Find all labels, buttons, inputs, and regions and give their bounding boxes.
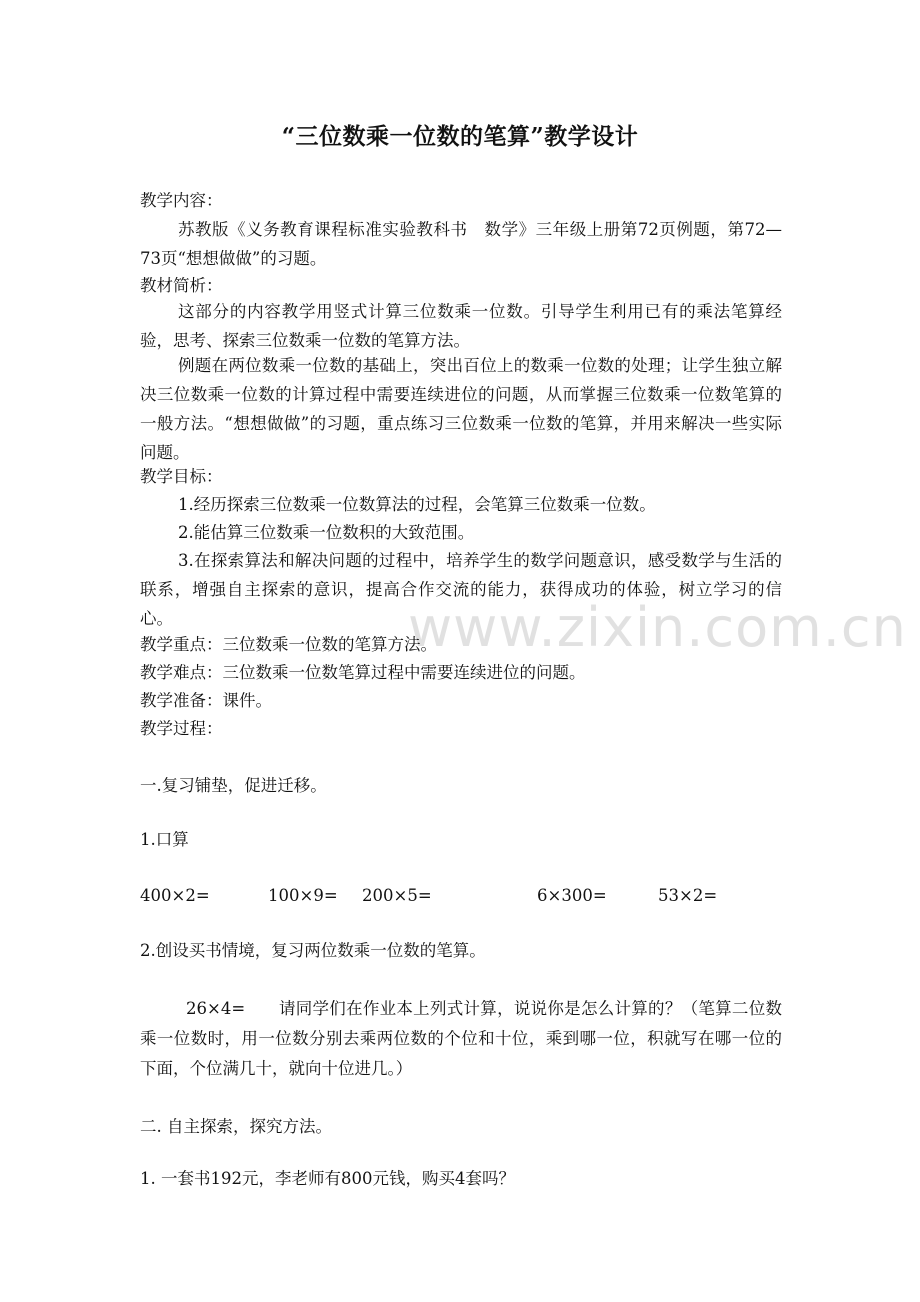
watermark: www.zixin.com.cn	[408, 596, 907, 659]
analysis-paragraph-2: 例题在两位数乘一位数的基础上，突出百位上的数乘一位数的处理；让学生独立解决三位数乘一位数的计算过程中需要连续进位的问题，从而掌握三位数乘一位数笔算的一般方法。“想想做做”的习题，重点练习三位数乘一位数的笔算，并用来解决一些实际问题。	[140, 356, 782, 462]
page-title: “三位数乘一位数的笔算”教学设计	[281, 123, 639, 150]
content-text: 苏教版《义务教育课程标准实验教科书 数学》三年级上册第72页例题，第72—73页“想想做做”的习题。	[140, 220, 782, 268]
oral-calc-item: 53×2=	[658, 886, 718, 905]
step-2: 2.创设买书情境，复习两位数乘一位数的笔算。	[140, 941, 486, 960]
goal-3: 3.在探索算法和解决问题的过程中，培养学生的数学问题意识，感受数学与生活的联系，增强自主探索的意识，提高合作交流的能力，获得成功的体验，树立学习的信心。	[140, 551, 782, 628]
step-2-detail: 26×4= 请同学们在作业本上列式计算，说说你是怎么计算的？（笔算二位数乘一位数时，用一位数分别去乘两位数的个位和十位，乘到哪一位，积就写在哪一位的下面，个位满几十，就向十位进几。）	[140, 999, 782, 1078]
goal-1: 1.经历探索三位数乘一位数算法的过程，会笔算三位数乘一位数。	[178, 495, 656, 514]
oral-calc-item: 200×5=	[362, 886, 432, 905]
preparation: 教学准备：课件。	[140, 691, 272, 710]
oral-calc-item: 400×2=	[140, 886, 210, 905]
oral-calc-item: 100×9=	[268, 886, 338, 905]
oral-calc-label: 1.口算	[140, 830, 189, 849]
analysis-label: 教材简析：	[140, 276, 223, 295]
key-point: 教学重点：三位数乘一位数的笔算方法。	[140, 635, 437, 654]
problem-1: 1. 一套书192元，李老师有800元钱，购买4套吗？	[140, 1169, 515, 1188]
goals-label: 教学目标：	[140, 467, 223, 486]
analysis-paragraph-1: 这部分的内容教学用竖式计算三位数乘一位数。引导学生利用已有的乘法笔算经验，思考、探索三位数乘一位数的笔算方法。	[140, 302, 782, 350]
part2-heading: 二. 自主探索，探究方法。	[140, 1117, 332, 1136]
oral-calc-item: 6×300=	[537, 886, 607, 905]
process-label: 教学过程：	[140, 719, 223, 738]
difficulty: 教学难点：三位数乘一位数笔算过程中需要连续进位的问题。	[140, 663, 586, 682]
part1-heading: 一.复习铺垫，促进迁移。	[140, 776, 327, 795]
goal-2: 2.能估算三位数乘一位数积的大致范围。	[178, 523, 475, 542]
content-label: 教学内容：	[140, 191, 223, 210]
